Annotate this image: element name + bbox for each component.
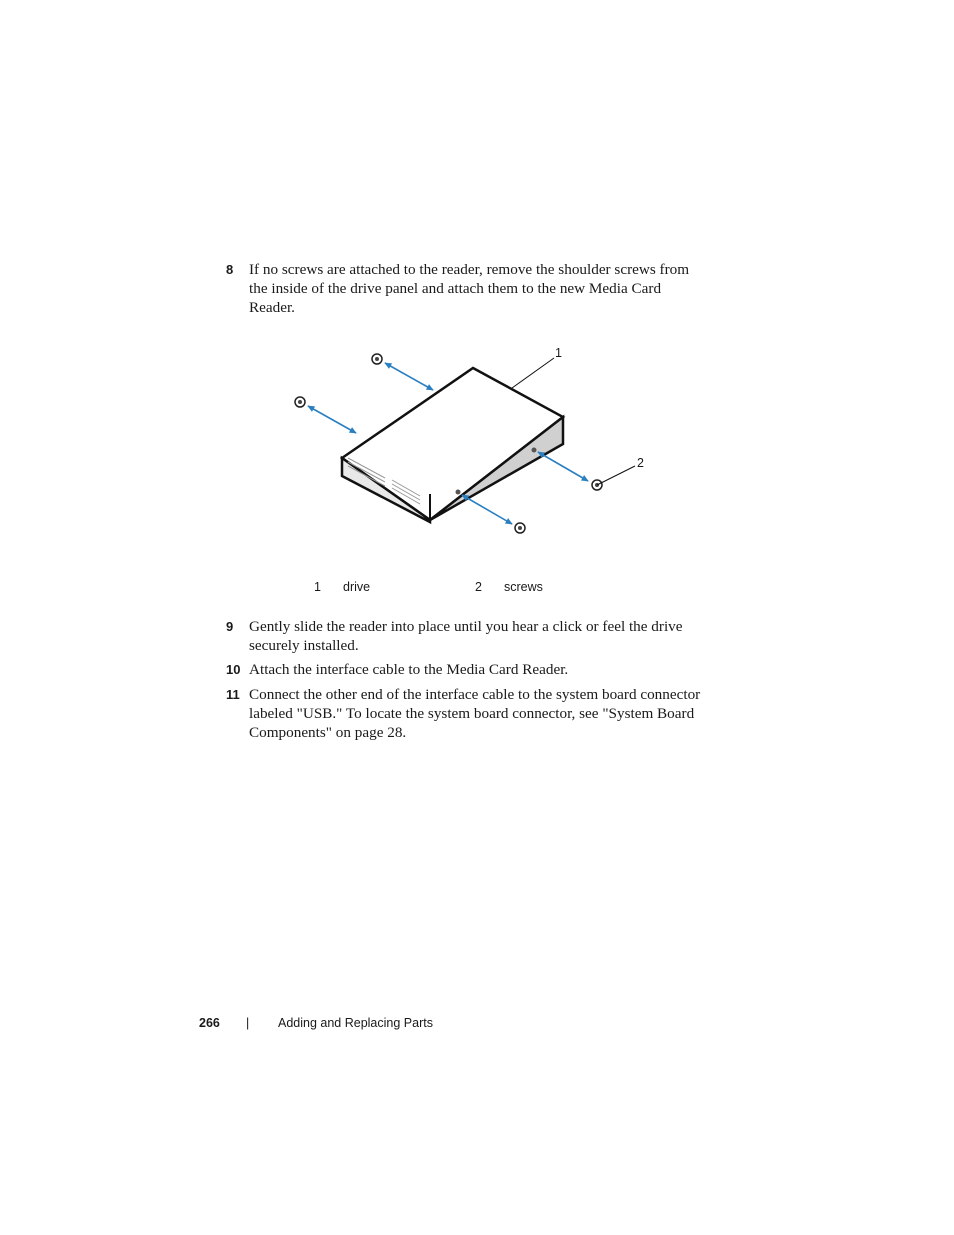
drive-screws-illustration — [290, 340, 670, 540]
callout-2: 2 — [637, 456, 644, 470]
step-text: Gently slide the reader into place until you hear a click or feel the drive securely installed. — [249, 618, 683, 654]
step-text: Connect the other end of the interface cable to the system board connector labeled "USB." To locate the system board connector, see "System Board Components" on page 28. — [249, 686, 701, 741]
caption-number-2: 2 — [475, 580, 482, 594]
drive-shape — [342, 368, 563, 522]
step-10 — [226, 660, 706, 679]
page-number: 266 — [199, 1016, 220, 1030]
screw-icon — [295, 397, 305, 407]
caption-number-1: 1 — [314, 580, 321, 594]
step-number: 10 — [226, 662, 241, 677]
step-number: 8 — [226, 262, 234, 277]
arrow-icon — [385, 363, 433, 390]
footer-separator: | — [246, 1016, 250, 1030]
caption-label-drive: drive — [343, 580, 371, 594]
screw-icon — [372, 354, 382, 364]
arrow-icon — [308, 406, 356, 433]
screw-icon — [515, 523, 525, 533]
step-11 — [226, 685, 706, 742]
step-8 — [226, 260, 706, 317]
arrow-icon — [538, 452, 588, 481]
step-number: 11 — [226, 687, 240, 702]
caption-label-screws: screws — [504, 580, 543, 594]
step-text: If no screws are attached to the reader, remove the shoulder screws from the inside of the drive panel and attach them to the new Media Card Reader. — [249, 261, 690, 316]
step-number: 9 — [226, 619, 234, 634]
callout-1: 1 — [555, 346, 562, 360]
arrow-icon — [462, 495, 512, 524]
step-9 — [226, 617, 706, 655]
footer-section-title: Adding and Replacing Parts — [278, 1016, 433, 1030]
step-text: Attach the interface cable to the Media Card Reader. — [249, 661, 569, 678]
